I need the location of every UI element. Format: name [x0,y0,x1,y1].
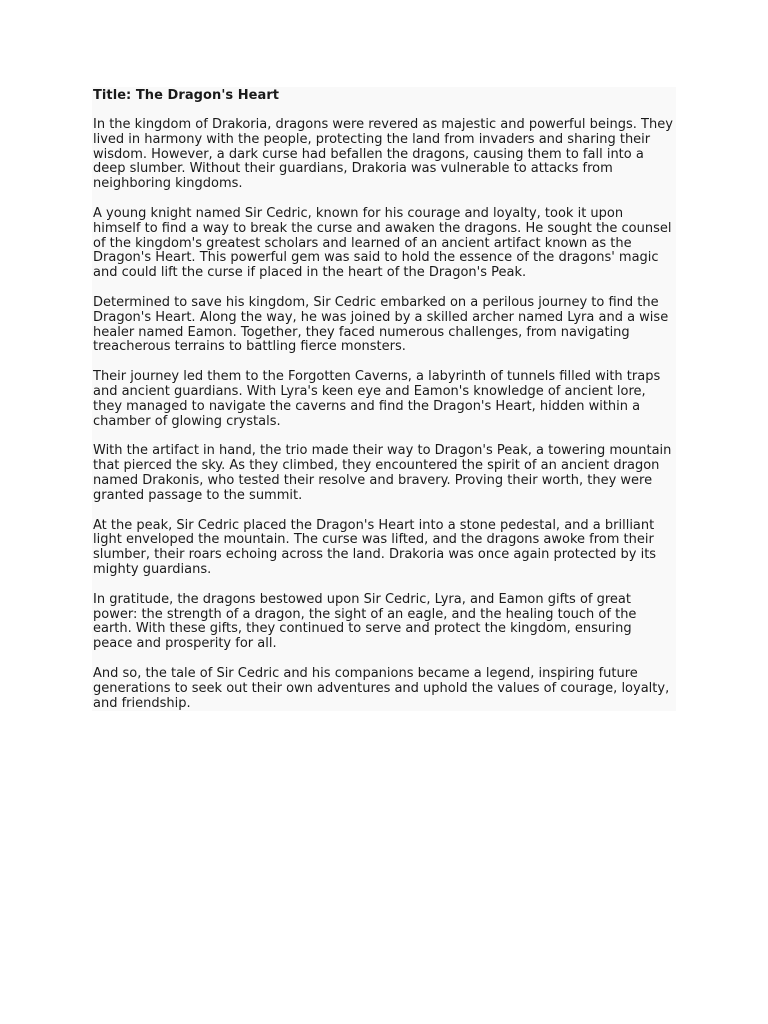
paragraph-1: In the kingdom of Drakoria, dragons were revered as majestic and powerful beings. They lived in harmony with the people, protecting the land from invaders and sharing their wisdom. However, a dark curse had befallen the dragons, causing them to fall into a deep slumber. Without their guardians, Drakoria was vulnerable to attacks from neighboring kingdoms. [93,117,673,192]
paragraph-3: Determined to save his kingdom, Sir Cedric embarked on a perilous journey to find the Dragon's Heart. Along the way, he was joined by a skilled archer named Lyra and a wise healer named Eamon. Together, they faced numerous challenges, from navigating treacherous terrains to battling fierce monsters. [93,294,669,355]
document-title: Title: The Dragon's Heart [93,88,280,103]
paragraph-5: With the artifact in hand, the trio made their way to Dragon's Peak, a towering mountain that pierced the sky. As they climbed, they encountered the spirit of an ancient dragon named Drakonis, who tested their resolve and bravery. Proving their worth, they were granted passage to the summit. [93,443,672,503]
paragraph-6: At the peak, Sir Cedric placed the Dragon's Heart into a stone pedestal, and a brilliant light enveloped the mountain. The curse was lifted, and the dragons awoke from their slumber, their roars echoing across the land. Drakoria was once again protected by its mighty guardians. [93,517,657,577]
story-text-block [92,87,676,711]
paragraph-7: In gratitude, the dragons bestowed upon Sir Cedric, Lyra, and Eamon gifts of great power: the strength of a dragon, the sight of an eagle, and the healing touch of the earth. With these gifts, they continued to serve and protect the kingdom, ensuring peace and prosperity for all. [93,591,637,652]
paragraph-2: A young knight named Sir Cedric, known for his courage and loyalty, took it upon himself to find a way to break the curse and awaken the dragons. He sought the counsel of the kingdom's greatest scholars and learned of an ancient artifact known as the Dragon's Heart. This powerful gem was said to hold the essence of the dragons' magic and could lift the curse if placed in the heart of the Dragon's Peak. [93,205,672,281]
paragraph-8: And so, the tale of Sir Cedric and his companions became a legend, inspiring future generations to seek out their own adventures and uphold the values of courage, loyalty, and friendship. [93,665,670,711]
paragraph-4: Their journey led them to the Forgotten Caverns, a labyrinth of tunnels filled with traps and ancient guardians. With Lyra's keen eye and Eamon's knowledge of ancient lore, they managed to navigate the caverns and find the Dragon's Heart, hidden within a chamber of glowing crystals. [93,369,661,429]
